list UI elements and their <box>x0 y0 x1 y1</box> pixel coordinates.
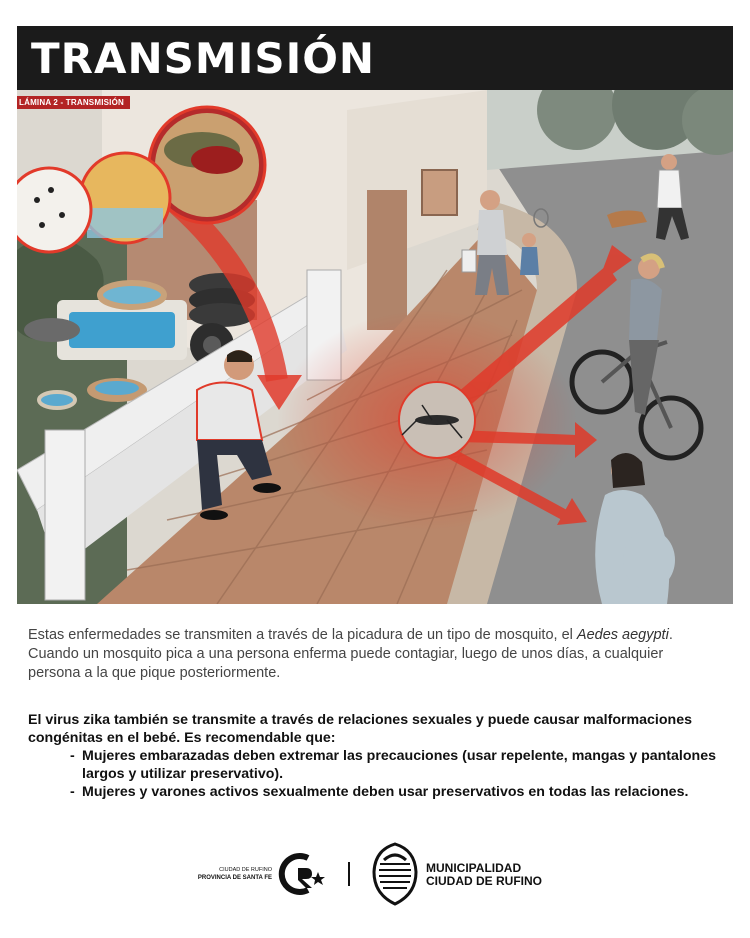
page-title: TRANSMISIÓN <box>31 34 376 83</box>
recommendation-item: - Mujeres y varones activos sexualmente deben usar preservativos en todas las relaciones. <box>70 783 728 801</box>
transmission-description <box>28 626 718 683</box>
municipality-line2: CIUDAD DE RUFINO <box>426 874 542 888</box>
desc-part2: . Cuando un mosquito pica a una persona enferma puede contagiar, luego de unos días, a cualquier persona a la que pique posteriormente. <box>28 627 673 681</box>
header-bar <box>17 26 733 90</box>
city-small-label: CIUDAD DE RUFINO <box>219 867 272 873</box>
municipality-line1: MUNICIPALIDAD <box>426 861 522 875</box>
plate-label: LÁMINA 2 - TRANSMISIÓN <box>17 96 130 109</box>
city-logo-icon <box>278 850 326 898</box>
illustration-art <box>17 90 733 604</box>
recommendation-item: - Mujeres embarazadas deben extremar las precauciones (usar repelente, mangas y pantalones largos y utilizar preservativo). <box>70 747 728 783</box>
footer <box>0 840 750 910</box>
zika-recommendations <box>28 747 728 801</box>
zika-info <box>28 711 728 801</box>
province-label: PROVINCIA DE SANTA FE <box>197 875 272 881</box>
species-name: Aedes aegypti <box>576 627 669 643</box>
municipal-shield-icon <box>370 842 420 906</box>
desc-part1: Estas enfermedades se transmiten a través de la picadura de un tipo de mosquito, el <box>28 627 577 643</box>
zika-intro: El virus zika también se transmite a través de relaciones sexuales y puede causar malformaciones congénitas en el bebé. Es recomendable que: <box>28 712 692 746</box>
transmission-illustration <box>17 90 733 604</box>
footer-divider <box>348 862 350 886</box>
